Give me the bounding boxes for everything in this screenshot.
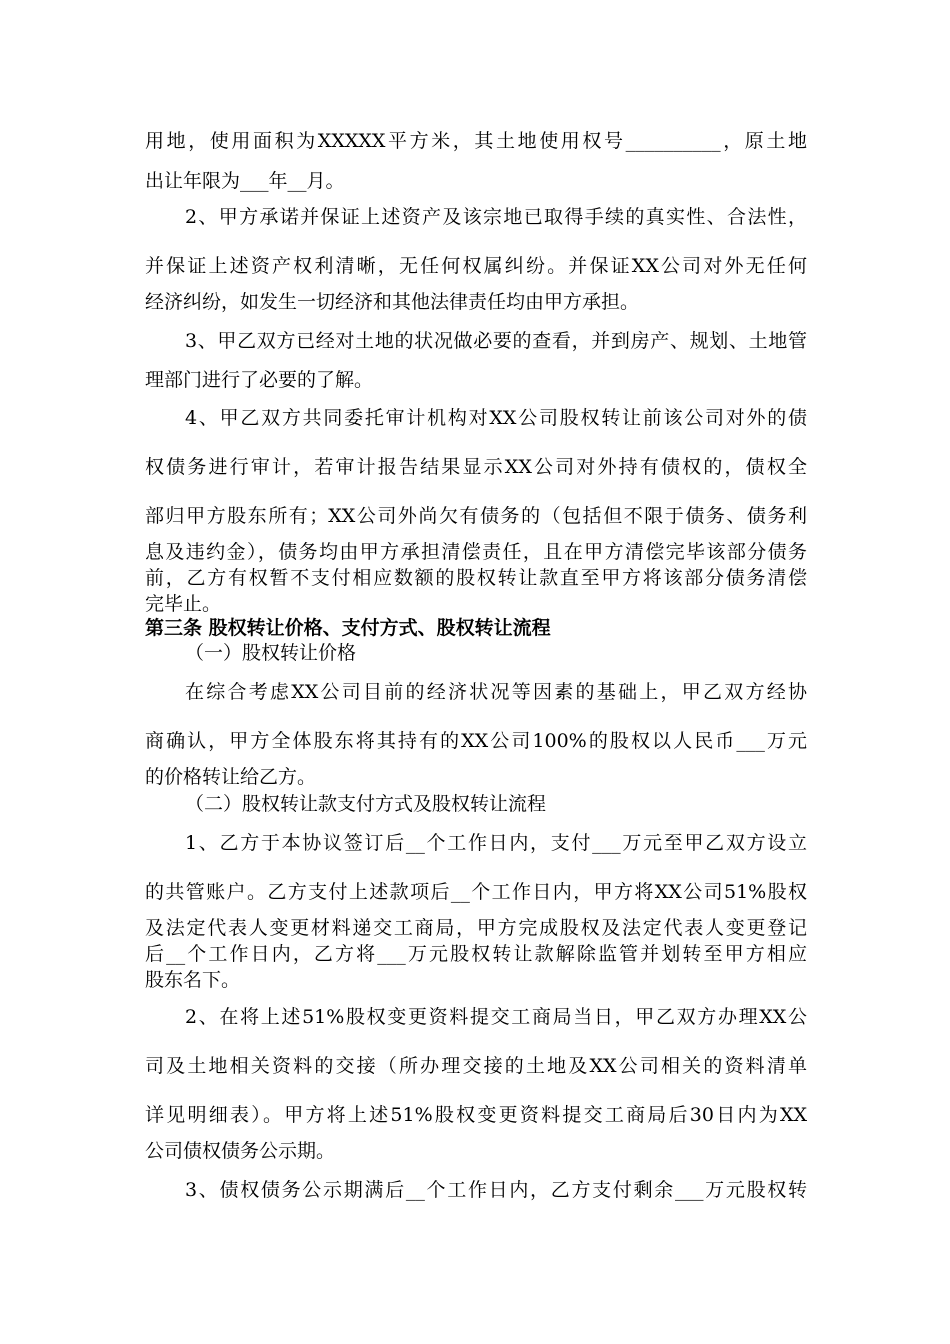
text-line: 详见明细表）。甲方将上述51%股权变更资料提交工商局后30日内为XX [145,1104,807,1126]
text-line: 2、甲方承诺并保证上述资产及该宗地已取得手续的真实性、合法性， [185,206,807,228]
text-line: 公司债权债务公示期。 [145,1140,336,1162]
text-line: 前，乙方有权暂不支付相应数额的股权转让款直至甲方将该部分债务清偿 [145,567,807,589]
text-line: 司及土地相关资料的交接（所办理交接的土地及XX公司相关的资料清单 [145,1055,807,1077]
text-line: 用地，使用面积为XXXXX平方米，其土地使用权号__________，原土地 [145,130,807,152]
text-line: 4、甲乙双方共同委托审计机构对XX公司股权转让前该公司对外的债 [185,407,807,429]
text-line: 3、债权债务公示期满后__个工作日内，乙方支付剩余___万元股权转 [185,1179,807,1201]
text-line: 在综合考虑XX公司目前的经济状况等因素的基础上，甲乙双方经协 [185,681,807,703]
subsection-heading: （一）股权转让价格 [185,642,357,664]
text-line: 2、在将上述51%股权变更资料提交工商局当日，甲乙双方办理XX公 [185,1006,807,1028]
text-line: 的共管账户。乙方支付上述款项后__个工作日内，甲方将XX公司51%股权 [145,881,807,903]
text-line: 部归甲方股东所有；XX公司外尚欠有债务的（包括但不限于债务、债务利 [145,505,807,527]
text-line: 及法定代表人变更材料递交工商局，甲方完成股权及法定代表人变更登记 [145,917,807,939]
section-heading: 第三条 股权转让价格、支付方式、股权转让流程 [145,617,551,639]
text-line: 理部门进行了必要的了解。 [145,369,374,391]
text-line: 完毕止。 [145,593,222,615]
text-line: 1、乙方于本协议签订后__个工作日内，支付___万元至甲乙双方设立 [185,832,807,854]
subsection-heading: （二）股权转让款支付方式及股权转让流程 [185,793,547,815]
text-line: 权债务进行审计，若审计报告结果显示XX公司对外持有债权的，债权全 [145,456,807,478]
text-line: 经济纠纷，如发生一切经济和其他法律责任均由甲方承担。 [145,291,640,313]
text-line: 商确认，甲方全体股东将其持有的XX公司100%的股权以人民币___万元 [145,730,807,752]
text-line: 3、甲乙双方已经对土地的状况做必要的查看，并到房产、规划、土地管 [185,330,807,352]
text-line: 并保证上述资产权利清晰，无任何权属纠纷。并保证XX公司对外无任何 [145,255,807,277]
text-line: 股东名下。 [145,969,241,991]
text-line: 后__个工作日内，乙方将___万元股权转让款解除监管并划转至甲方相应 [145,943,807,965]
text-line: 的价格转让给乙方。 [145,766,317,788]
text-line: 出让年限为___年__月。 [145,170,345,192]
text-line: 息及违约金），债务均由甲方承担清偿责任，且在甲方清偿完毕该部分债务 [145,541,807,563]
